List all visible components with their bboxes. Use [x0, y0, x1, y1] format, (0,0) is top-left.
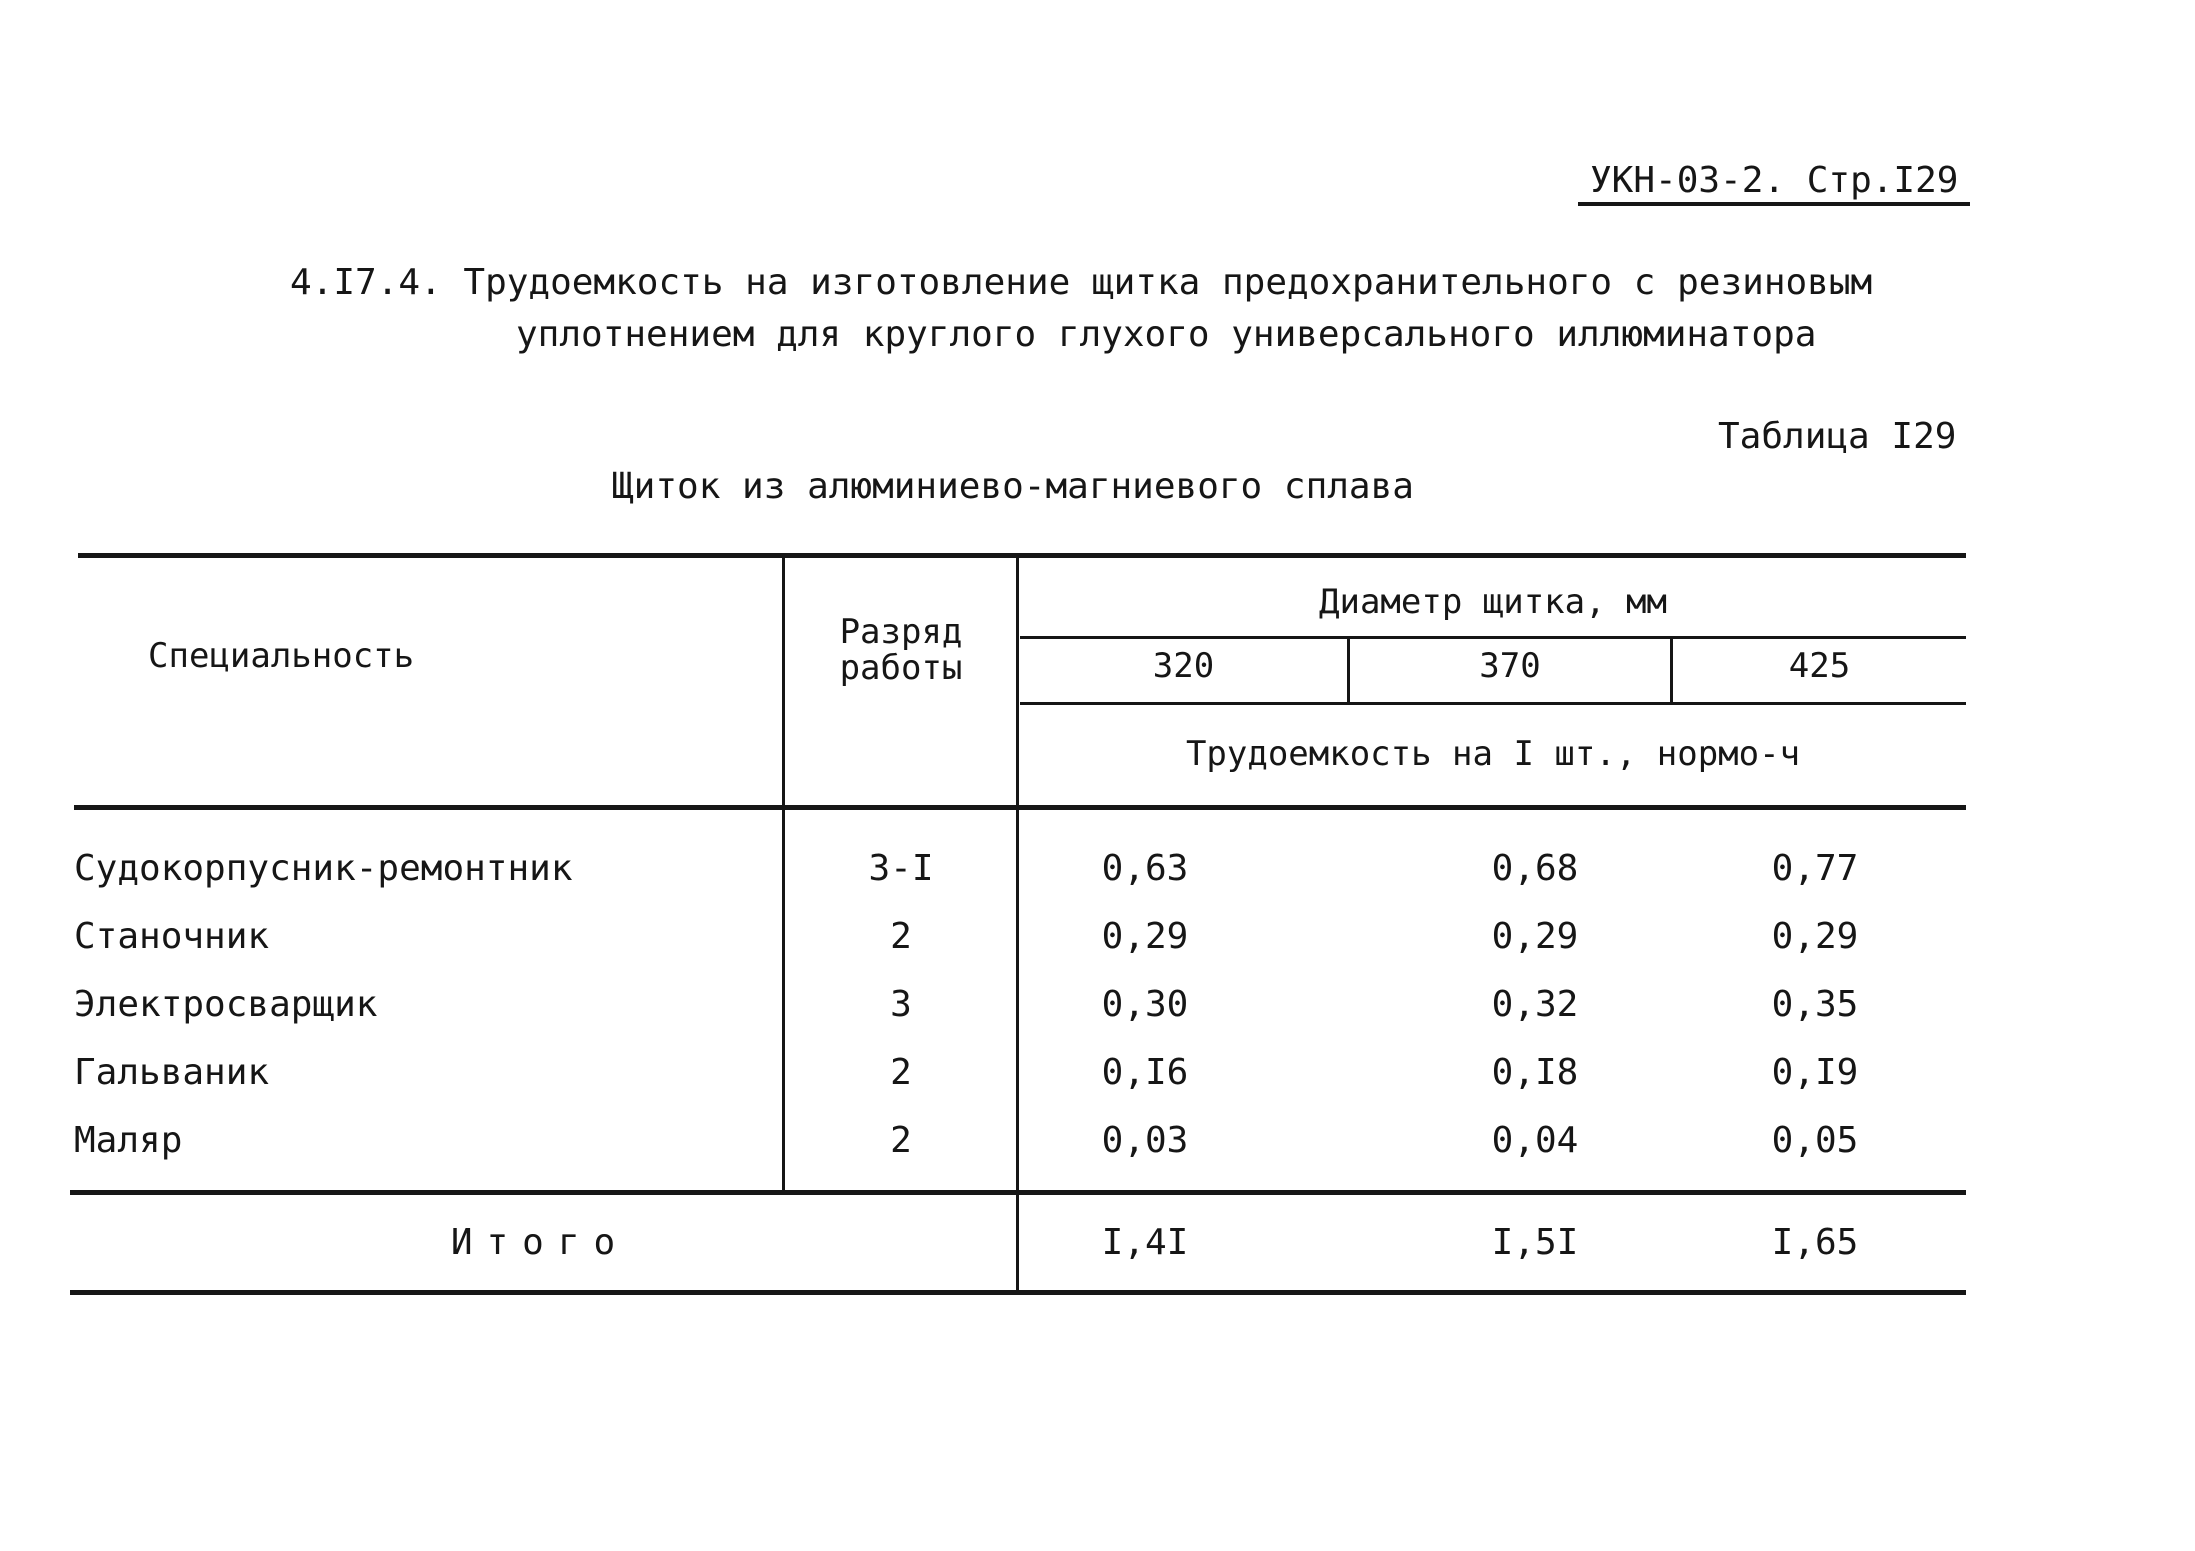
row-value-320: 0,I6 [1101, 1052, 1189, 1093]
header-grade-line2: работы [839, 648, 963, 688]
header-diameter-320: 320 [1152, 646, 1215, 686]
header-labor: Трудоемкость на I шт., нормо-ч [1185, 734, 1801, 774]
row-value-320: 0,63 [1101, 848, 1189, 889]
row-value-320: 0,03 [1101, 1120, 1189, 1161]
row-value-370: 0,04 [1491, 1120, 1579, 1161]
section-title-line1: 4.I7.4. Трудоемкость на изготовление щитка предохранительного с резиновым [290, 262, 1873, 303]
row-value-425: 0,35 [1771, 984, 1859, 1025]
header-specialty: Специальность [148, 636, 415, 676]
section-title-line2: уплотнением для круглого глухого универсального иллюминатора [516, 314, 1817, 355]
row-value-425: 0,05 [1771, 1120, 1859, 1161]
row-specialty: Электросварщик [74, 984, 378, 1025]
row-specialty: Станочник [74, 916, 270, 957]
total-value-320: I,4I [1101, 1222, 1189, 1263]
row-value-320: 0,30 [1101, 984, 1189, 1025]
table-label: Таблица I29 [1718, 416, 1957, 457]
page-header: УКН-03-2. Стр.I29 [1590, 160, 1959, 201]
labor-rule [1020, 702, 1966, 705]
table-caption: Щиток из алюминиево-магниевого сплава [612, 466, 1414, 507]
row-value-370: 0,I8 [1491, 1052, 1579, 1093]
diameter-rule [1020, 636, 1966, 639]
total-label: Итого [450, 1222, 630, 1263]
header-grade-line1: Разряд [839, 612, 963, 652]
row-grade: 3 [890, 984, 912, 1025]
row-grade: 2 [890, 1120, 912, 1161]
header-diameter: Диаметр щитка, мм [1319, 582, 1667, 622]
col-divider-specialty [782, 553, 785, 1193]
row-value-370: 0,32 [1491, 984, 1579, 1025]
row-value-425: 0,77 [1771, 848, 1859, 889]
row-grade: 2 [890, 916, 912, 957]
total-value-425: I,65 [1771, 1222, 1859, 1263]
row-specialty: Судокорпусник-ремонтник [74, 848, 573, 889]
row-value-425: 0,29 [1771, 916, 1859, 957]
header-diameter-370: 370 [1479, 646, 1541, 686]
row-value-425: 0,I9 [1771, 1052, 1859, 1093]
row-value-370: 0,29 [1491, 916, 1579, 957]
col-divider-grade [1016, 553, 1019, 1293]
header-underline [1578, 202, 1970, 206]
row-value-370: 0,68 [1491, 848, 1579, 889]
total-value-370: I,5I [1491, 1222, 1579, 1263]
header-bottom-rule [74, 805, 1966, 810]
row-specialty: Гальваник [74, 1052, 270, 1093]
row-grade: 2 [890, 1052, 912, 1093]
table-top-rule [78, 553, 1966, 558]
row-value-320: 0,29 [1101, 916, 1189, 957]
row-specialty: Маляр [74, 1120, 183, 1161]
header-diameter-425: 425 [1788, 646, 1851, 686]
row-grade: 3-I [868, 848, 934, 889]
